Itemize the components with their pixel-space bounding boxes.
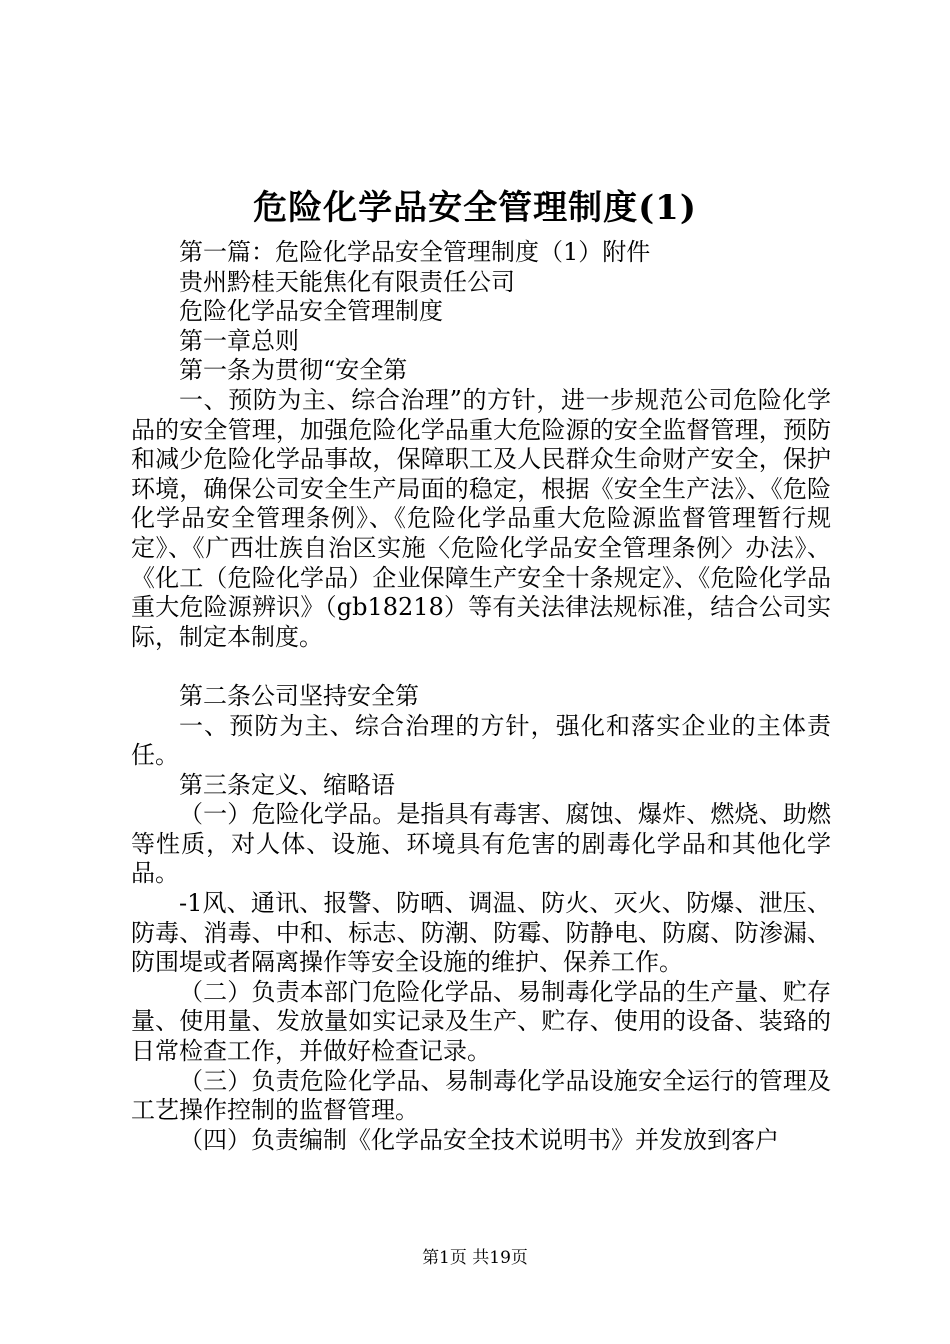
paragraph: （二）负责本部门危险化学品、易制毒化学品的生产量、贮存量、使用量、发放量如实记录及生产、贮存、使用的设备、装臵的日常检查工作，并做好检查记录。: [131, 977, 831, 1066]
paragraph: 一、预防为主、综合治理的方针，强化和落实企业的主体责任。: [131, 711, 831, 770]
paragraph: 第三条定义、缩略语: [179, 770, 395, 799]
paragraph: （三）负责危险化学品、易制毒化学品设施安全运行的管理及工艺操作控制的监督管理。: [131, 1066, 831, 1125]
paragraph: （四）负责编制《化学品安全技术说明书》并发放到客户: [179, 1125, 779, 1154]
paragraph: 第一章总则: [179, 326, 299, 355]
paragraph: 第一条为贯彻“安全第: [179, 356, 408, 385]
paragraph: （一）危险化学品。是指具有毒害、腐蚀、爆炸、燃烧、助燃等性质，对人体、设施、环境具有危害的剧毒化学品和其他化学品。: [131, 800, 831, 888]
document-title: 危险化学品安全管理制度(1): [253, 188, 697, 228]
paragraph: -1风、通讯、报警、防晒、调温、防火、灭火、防爆、泄压、防毒、消毒、中和、标志、防潮、防霉、防静电、防腐、防渗漏、防围堤或者隔离操作等安全设施的维护、保养工作。: [131, 889, 831, 977]
paragraph: 贵州黔桂天能焦化有限责任公司: [179, 267, 515, 296]
paragraph: 第二条公司坚持安全第: [179, 681, 419, 710]
paragraph: 危险化学品安全管理制度: [179, 297, 443, 326]
paragraph: 第一篇：危险化学品安全管理制度（1）附件: [179, 238, 651, 266]
page-number-footer: 第1页 共19页: [422, 1248, 528, 1268]
paragraph: 一、预防为主、综合治理”的方针，进一步规范公司危险化学品的安全管理，加强危险化学品重大危险源的安全监督管理，预防和减少危险化学品事故，保障职工及人民群众生命财产安全，保护环境，确保公司安全生产局面的稳定，根据《安全生产法》、《危险化学品安全管理条例》、《危险化学品重大危险源监督管理暂行规定》、《广西壮族自治区实施〈危险化学品安全管理条例〉办法》、《化工（危险化学品）企业保障生产安全十条规定》、《危险化学品重大危险源辨识》（gb18218）等有关法律法规标准，结合公司实际，制定本制度。: [131, 385, 831, 651]
document-body: [131, 238, 831, 1155]
